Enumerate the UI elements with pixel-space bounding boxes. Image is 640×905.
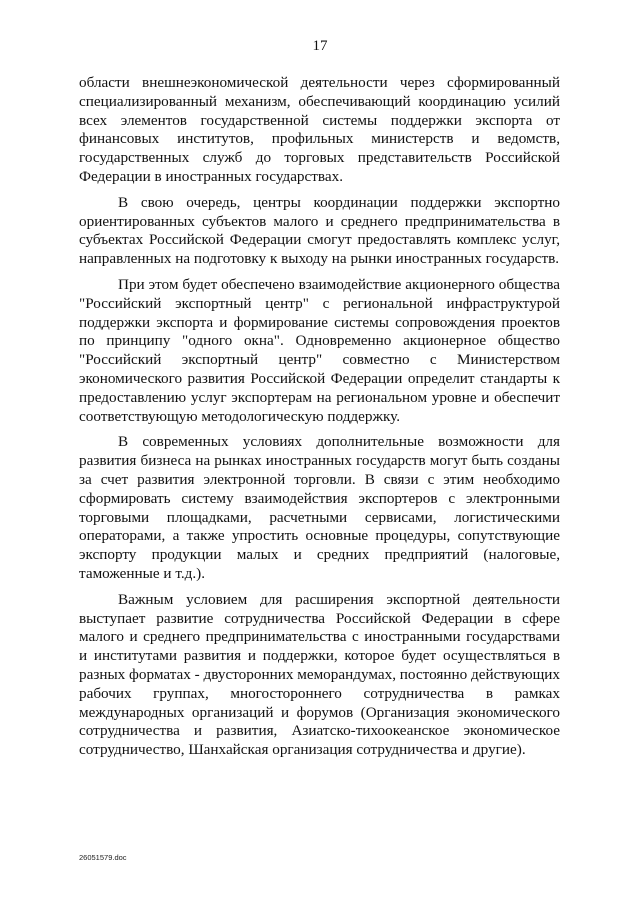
paragraph-5: Важным условием для расширения экспортной деятельности выступает развитие сотрудничества Российской Федерации в сфере малого и среднего предпринимательства с иностранными государствами и институтами развития и поддержки, которое будет осуществляться в разных форматах - двусторонних меморандумах, постоянно действующих рабочих группах, многостороннего сотрудничества в рамках международных организаций и форумов (Организация экономического сотрудничества и развития, Азиатско-тихоокеанское экономическое сотрудничество, Шанхайская организация сотрудничества и другие).	[79, 590, 560, 759]
paragraph-3: При этом будет обеспечено взаимодействие акционерного общества "Российский экспортный центр" с региональной инфраструктурой поддержки экспорта и формирование системы сопровождения проектов по принципу "одного окна". Одновременно акционерное общество "Российский экспортный центр" совместно с Министерством экономического развития Российской Федерации определит стандарты к предоставлению услуг экспортерам на региональном уровне и обеспечит соответствующую методологическую поддержку.	[79, 275, 560, 425]
paragraph-4: В современных условиях дополнительные возможности для развития бизнеса на рынках иностранных государств могут быть созданы за счет развития электронной торговли. В связи с этим необходимо сформировать систему взаимодействия экспортеров с электронными торговыми площадками, расчетными сервисами, логистическими операторами, а также упростить основные процедуры, сопутствующие экспорту продукции малых и средних предприятий (налоговые, таможенные и т.д.).	[79, 433, 560, 582]
document-body	[79, 74, 560, 767]
page-number: 17	[312, 38, 328, 54]
document-filename: 26051579.doc	[79, 853, 127, 862]
paragraph-1: области внешнеэкономической деятельности через сформированный специализированный механизм, обеспечивающий координацию усилий всех элементов государственной системы поддержки экспорта от финансовых институтов, профильных министерств и ведомств, государственных служб до торговых представительств Российской Федерации в иностранных государствах.	[79, 74, 560, 185]
paragraph-2: В свою очередь, центры координации поддержки экспортно ориентированных субъектов малого и среднего предпринимательства в субъектах Российской Федерации смогут предоставлять комплекс услуг, направленных на подготовку к выходу на рынки иностранных государств.	[79, 193, 560, 268]
